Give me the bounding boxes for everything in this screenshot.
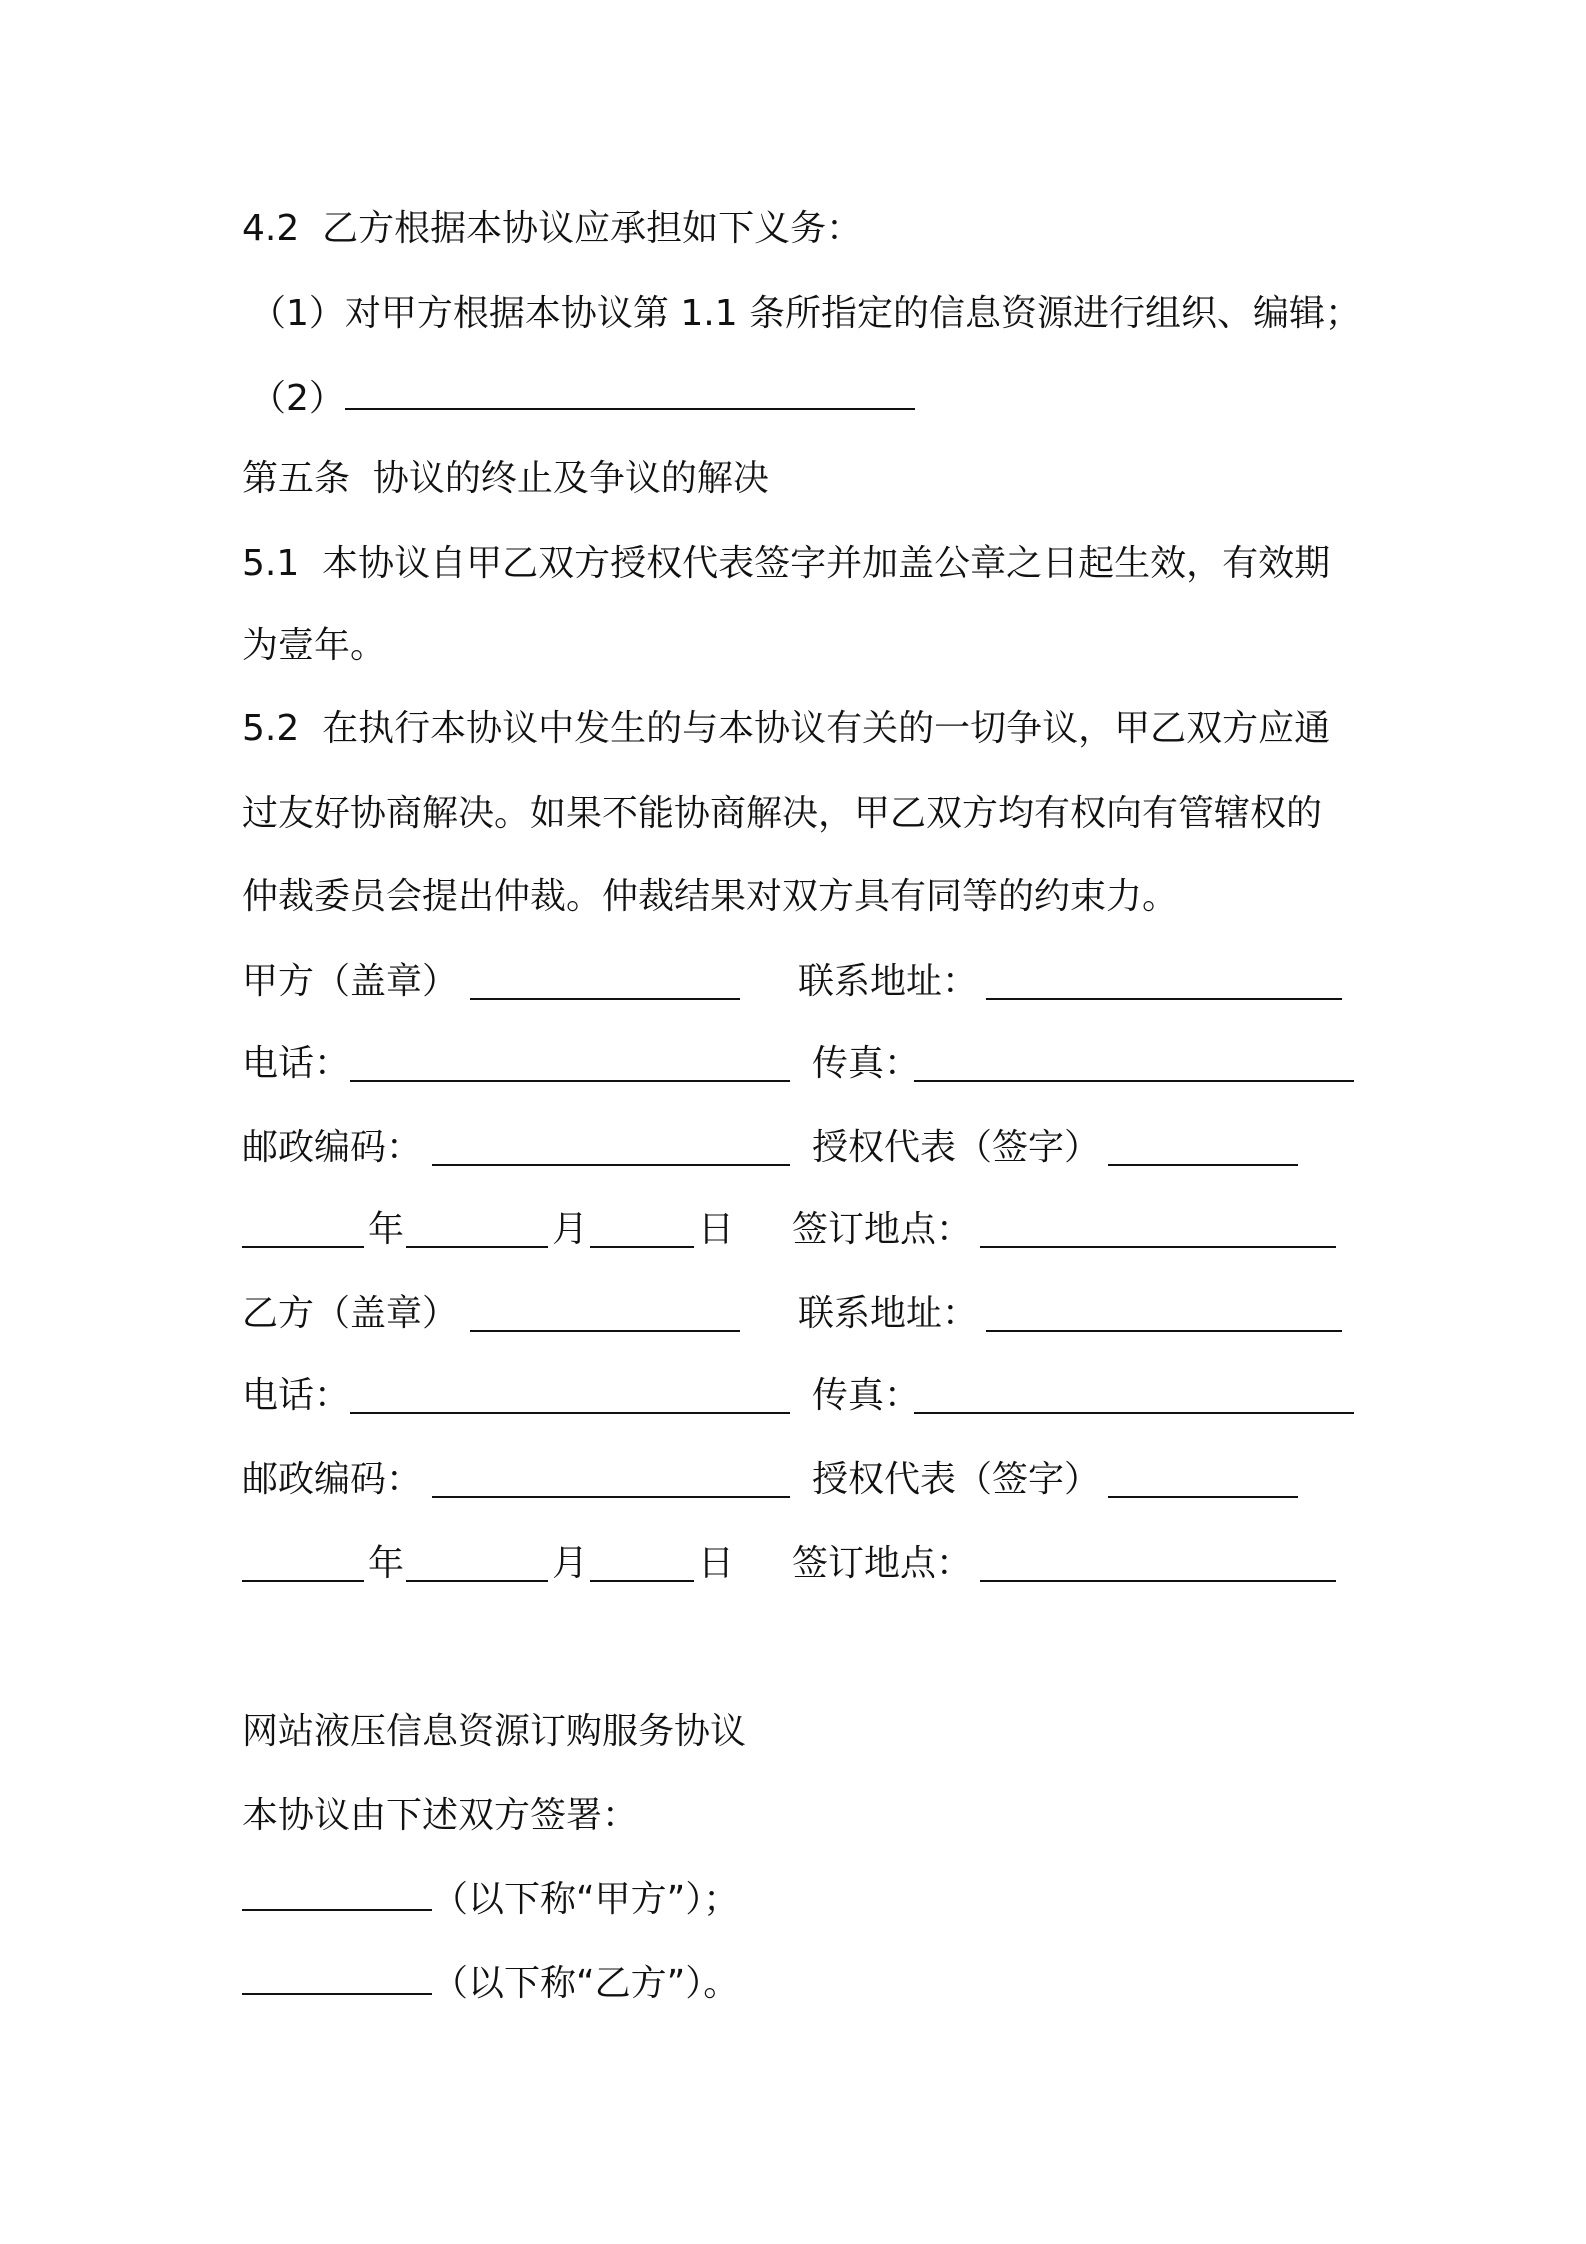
item-2-blank[interactable] xyxy=(345,376,915,410)
document-page xyxy=(242,0,1362,2244)
clause-4-2-item-2 xyxy=(250,375,915,423)
agreement-party-b-line xyxy=(242,1960,739,2008)
item-2-prefix: （2） xyxy=(250,378,345,419)
party-a-phone-label: 电话： xyxy=(242,1043,351,1084)
party-b-year-label: 年 xyxy=(368,1543,405,1584)
party-a-row-phone xyxy=(242,1040,1362,1088)
party-b-place-label: 签订地点： xyxy=(792,1543,973,1584)
party-a-fax-blank[interactable] xyxy=(914,1048,1354,1082)
party-b-phone-label: 电话： xyxy=(242,1375,351,1416)
clause-4-2-item-1: （1）对甲方根据本协议第 1.1 条所指定的信息资源进行组织、编辑； xyxy=(250,293,1362,334)
clause-5-2-line-3: 仲裁委员会提出仲裁。仲裁结果对双方具有同等的约束力。 xyxy=(242,876,1179,917)
party-b-year-blank[interactable] xyxy=(242,1548,364,1582)
clause-5-2-line-2: 过友好协商解决。如果不能协商解决，甲乙双方均有权向有管辖权的 xyxy=(242,793,1323,834)
clause-5-1-line-1: 5.1 本协议自甲乙双方授权代表签字并加盖公章之日起生效，有效期 xyxy=(242,543,1331,584)
party-a-phone-blank[interactable] xyxy=(350,1048,790,1082)
party-b-rep-blank[interactable] xyxy=(1108,1464,1298,1498)
agreement-title: 网站液压信息资源订购服务协议 xyxy=(242,1711,747,1752)
party-a-seal-label: 甲方（盖章） xyxy=(242,961,459,1002)
party-b-seal-blank[interactable] xyxy=(470,1298,740,1332)
party-b-row-postcode xyxy=(242,1456,1362,1504)
party-b-seal-label: 乙方（盖章） xyxy=(242,1293,459,1334)
party-b-row-seal xyxy=(242,1290,1362,1338)
agreement-party-b-blank[interactable] xyxy=(242,1961,432,1995)
party-a-month-label: 月 xyxy=(552,1209,589,1250)
party-b-postcode-label: 邮政编码： xyxy=(242,1459,423,1500)
party-b-place-blank[interactable] xyxy=(980,1548,1336,1582)
party-b-row-date xyxy=(242,1540,1362,1588)
clause-5-1-line-2: 为壹年。 xyxy=(242,625,387,666)
party-a-fax-label: 传真： xyxy=(812,1043,921,1084)
party-a-place-label: 签订地点： xyxy=(792,1209,973,1250)
party-a-year-blank[interactable] xyxy=(242,1214,364,1248)
party-b-day-label: 日 xyxy=(698,1543,735,1584)
party-a-row-date xyxy=(242,1206,1362,1254)
party-a-day-label: 日 xyxy=(698,1209,735,1250)
agreement-party-a-blank[interactable] xyxy=(242,1877,432,1911)
party-b-row-phone xyxy=(242,1372,1362,1420)
party-b-month-label: 月 xyxy=(552,1543,589,1584)
party-b-rep-label: 授权代表（签字） xyxy=(812,1459,1101,1500)
party-a-row-seal xyxy=(242,958,1362,1006)
party-b-address-blank[interactable] xyxy=(986,1298,1342,1332)
party-a-rep-label: 授权代表（签字） xyxy=(812,1127,1101,1168)
party-b-address-label: 联系地址： xyxy=(798,1293,979,1334)
clause-5-2-line-1: 5.2 在执行本协议中发生的与本协议有关的一切争议，甲乙双方应通 xyxy=(242,708,1331,749)
party-b-phone-blank[interactable] xyxy=(350,1380,790,1414)
party-b-month-blank[interactable] xyxy=(406,1548,548,1582)
party-b-fax-label: 传真： xyxy=(812,1375,921,1416)
agreement-party-b-suffix: （以下称“乙方”）。 xyxy=(432,1963,740,2004)
article-5-title: 第五条 协议的终止及争议的解决 xyxy=(242,458,769,499)
party-a-seal-blank[interactable] xyxy=(470,966,740,1000)
party-a-place-blank[interactable] xyxy=(980,1214,1336,1248)
party-a-address-label: 联系地址： xyxy=(798,961,979,1002)
party-a-row-postcode xyxy=(242,1124,1362,1172)
agreement-intro: 本协议由下述双方签署： xyxy=(242,1795,639,1836)
party-b-postcode-blank[interactable] xyxy=(432,1464,790,1498)
party-b-day-blank[interactable] xyxy=(590,1548,694,1582)
party-a-postcode-blank[interactable] xyxy=(432,1132,790,1166)
party-a-day-blank[interactable] xyxy=(590,1214,694,1248)
clause-4-2-heading: 4.2 乙方根据本协议应承担如下义务： xyxy=(242,208,863,249)
agreement-party-a-suffix: （以下称“甲方”）； xyxy=(432,1879,740,1920)
party-a-month-blank[interactable] xyxy=(406,1214,548,1248)
party-a-rep-blank[interactable] xyxy=(1108,1132,1298,1166)
agreement-party-a-line xyxy=(242,1876,739,1924)
party-a-address-blank[interactable] xyxy=(986,966,1342,1000)
party-a-postcode-label: 邮政编码： xyxy=(242,1127,423,1168)
party-a-year-label: 年 xyxy=(368,1209,405,1250)
party-b-fax-blank[interactable] xyxy=(914,1380,1354,1414)
